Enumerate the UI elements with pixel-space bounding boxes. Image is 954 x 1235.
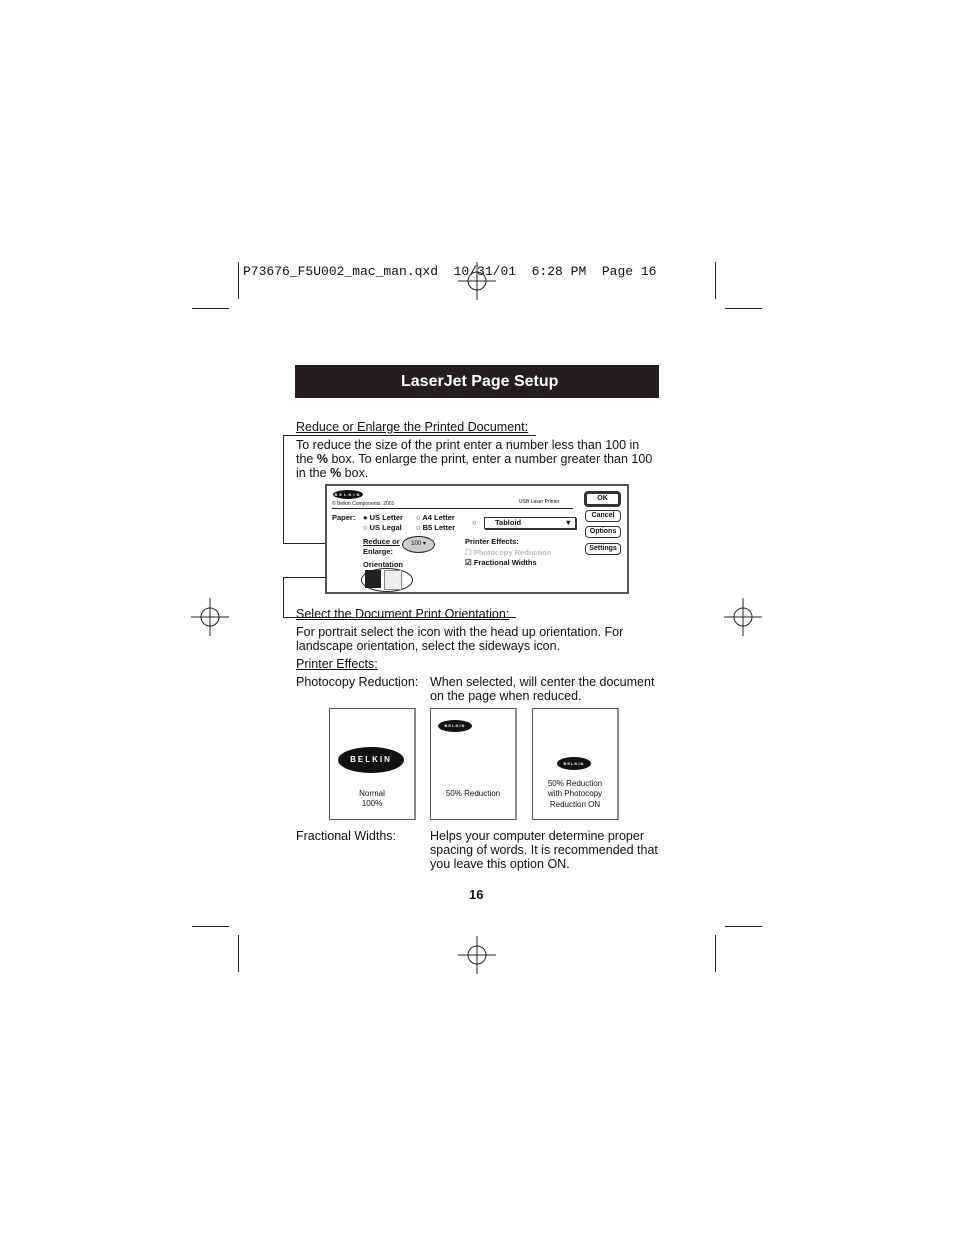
reduce-label: Reduce or	[363, 537, 400, 546]
crop-mark	[238, 262, 239, 299]
thumb-reduced	[430, 708, 517, 820]
printer-name: USB Laser Printer	[519, 499, 560, 505]
crop-mark	[192, 308, 229, 309]
ok-button[interactable]: OK	[584, 491, 621, 507]
crop-mark	[192, 926, 229, 927]
section-title: LaserJet Page Setup	[295, 365, 659, 398]
fractional-label: Fractional Widths:	[296, 829, 397, 843]
radio-us-letter[interactable]: ● US Letter	[363, 513, 403, 522]
crop-mark	[715, 262, 716, 299]
file-slug: P73676_F5U002_mac_man.qxd 10/31/01 6:28 PM Page 16	[243, 264, 657, 279]
thumb-caption: Reduction ON	[549, 800, 601, 809]
portrait-orientation-icon[interactable]	[365, 570, 381, 588]
cancel-button[interactable]: Cancel	[585, 510, 621, 522]
thumb-caption: 50% Reduction	[547, 779, 603, 788]
reduce-body: To reduce the size of the print enter a number less than 100 in the % box. To enlarge the print, enter a number greater than 100 in the % box.	[296, 438, 653, 480]
orientation-body: For portrait select the icon with the head up orientation. For landscape orientation, select the sideways icon.	[296, 625, 624, 653]
crop-mark	[715, 935, 716, 972]
page-number: 16	[469, 887, 484, 902]
thumb-caption: 50% Reduction	[445, 789, 501, 798]
crop-mark	[725, 926, 762, 927]
crop-mark	[238, 935, 239, 972]
orientation-heading: Select the Document Print Orientation:	[296, 607, 510, 621]
percent-input[interactable]: 100 ▾	[402, 536, 435, 553]
belkin-logo: BELKIN	[334, 492, 362, 497]
radio-a4-letter[interactable]: ○ A4 Letter	[416, 513, 455, 522]
callout-line	[283, 435, 284, 543]
photocopy-checkbox[interactable]: ☐ Photocopy Reduction	[465, 548, 552, 557]
callout-line	[283, 577, 284, 618]
registration-mark-icon	[191, 598, 229, 636]
thumb-caption: Normal	[359, 789, 385, 798]
effects-label: Printer Effects:	[465, 537, 519, 546]
paper-label: Paper:	[332, 513, 356, 522]
fractional-checkbox[interactable]: ☑ Fractional Widths	[465, 558, 537, 567]
belkin-logo: BELKIN	[438, 720, 472, 732]
paper-select[interactable]: Tabloid ▼	[484, 517, 576, 529]
callout-line	[283, 435, 536, 436]
radio-b5-letter[interactable]: ○ B5 Letter	[416, 523, 456, 532]
page-setup-dialog	[325, 484, 629, 594]
thumb-photocopy	[532, 708, 619, 820]
effects-heading: Printer Effects:	[296, 657, 378, 671]
reduce-heading: Reduce or Enlarge the Printed Document:	[296, 420, 529, 434]
landscape-orientation-icon[interactable]	[384, 570, 402, 590]
registration-mark-icon	[724, 598, 762, 636]
options-button[interactable]: Options	[585, 526, 621, 538]
thumb-normal	[329, 708, 416, 820]
settings-button[interactable]: Settings	[585, 543, 621, 555]
enlarge-label: Enlarge:	[363, 547, 394, 556]
fractional-desc: Helps your computer determine proper spacing of words. It is recommended that you leave this option ON.	[430, 829, 658, 871]
belkin-logo: BELKIN	[338, 747, 404, 773]
thumb-caption: 100%	[361, 799, 383, 808]
registration-mark-icon	[458, 936, 496, 974]
divider	[332, 508, 573, 509]
photocopy-label: Photocopy Reduction:	[296, 675, 419, 689]
copyright-text: © Belkin Components, 2001	[332, 501, 395, 507]
photocopy-desc: When selected, will center the document on the page when reduced.	[430, 675, 655, 703]
belkin-logo: BELKIN	[557, 757, 591, 770]
radio-us-legal[interactable]: ○ US Legal	[363, 523, 402, 532]
thumb-caption: with Photocopy	[547, 789, 603, 798]
orientation-label: Orientation	[363, 560, 404, 569]
crop-mark	[725, 308, 762, 309]
radio-other[interactable]: ○	[472, 518, 477, 527]
